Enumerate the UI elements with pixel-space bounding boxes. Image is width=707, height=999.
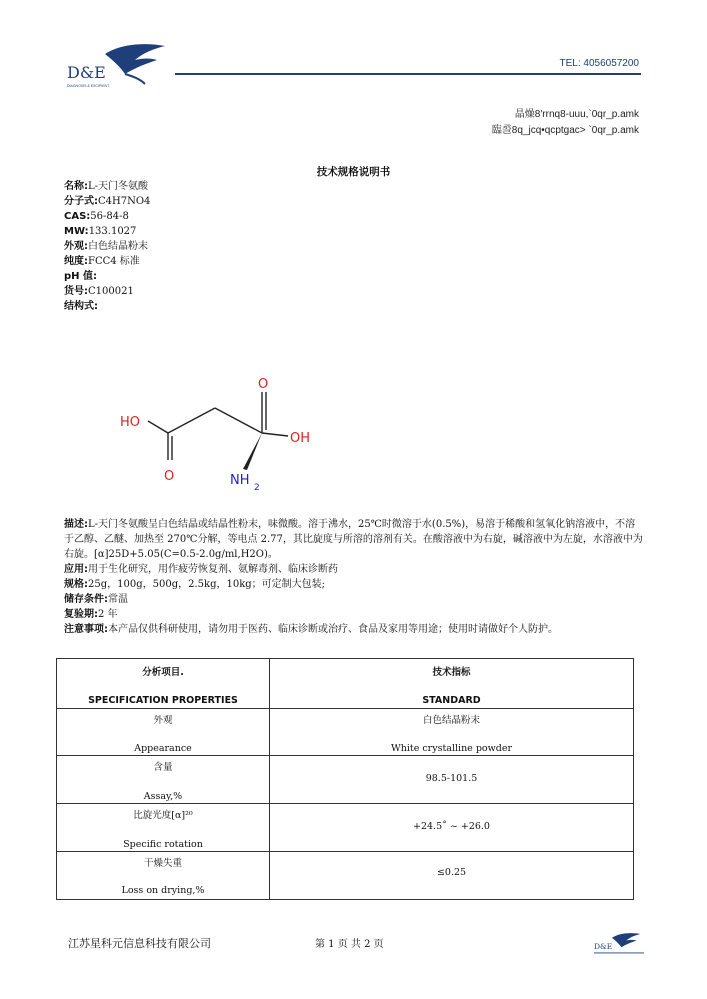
table-row: 比旋光度[α]²⁰ Specific rotation +24.5˚ ~ +26.0	[57, 804, 634, 852]
footer-company: 江苏星科元信息科技有限公司	[68, 937, 211, 950]
label-o-bottom: O	[164, 469, 175, 484]
svg-text:D&E: D&E	[67, 63, 106, 82]
retest-period: 复验期:2 年	[64, 609, 118, 620]
label-ho: HO	[120, 415, 141, 430]
header-contact-line-2: 臨巹8q_jcq•qcptgac> `0qr_p.amk	[491, 125, 639, 136]
table-row: 含量 Assay,% 98.5-101.5	[57, 756, 634, 804]
field-appearance: 外观:白色结晶粉末	[64, 241, 148, 252]
field-formula: 分子式:C4H7NO4	[64, 196, 151, 207]
label-nh-sub: 2	[254, 483, 260, 493]
field-ph: pH 值:	[64, 271, 98, 282]
field-cas: CAS:56-84-8	[64, 211, 129, 222]
notes: 注意事项:本产品仅供科研使用，请勿用于医药、临床诊断或治疗、食品及家用等用途；使用时请做好个人防护。	[64, 624, 558, 635]
field-catalog-number: 货号:C100021	[64, 286, 134, 297]
svg-text:D&E: D&E	[593, 942, 613, 952]
label-o-top: O	[258, 377, 269, 392]
field-mw: MW:133.1027	[64, 226, 137, 237]
structural-formula	[110, 368, 330, 503]
svg-text:DIAGNOSIS & EXCIPIENT: DIAGNOSIS & EXCIPIENT	[67, 84, 110, 88]
document-title: 技术规格说明书	[316, 166, 391, 178]
table-row: 外观 Appearance 白色结晶粉末 White crystalline powder	[57, 709, 634, 756]
label-nh: NH	[230, 473, 250, 488]
field-name: 名称:L-天门冬氨酸	[64, 181, 149, 192]
description-block	[64, 517, 644, 637]
field-structure: 结构式:	[64, 301, 98, 312]
header-telephone: TEL: 4056057200	[559, 58, 639, 69]
page-number: 第 1 页 共 2 页	[315, 939, 384, 950]
table-row: 干燥失重 Loss on drying,% ≤0.25	[57, 852, 634, 900]
company-logo	[65, 40, 175, 90]
specification-table	[56, 658, 634, 900]
header-contact-line-1: 晶燥8'rrnq8-uuu,`0qr_p.amk	[514, 109, 639, 120]
description: 描述:L-天门冬氨酸呈白色结晶或结晶性粉末，味微酸。溶于沸水，25℃时微溶于水(0.5%)，易溶于稀酸和氢氧化钠溶液中，不溶于乙醇、乙醚、加热至 270℃分解，等电点 2.77，其比旋度与所溶的溶剂有关。在酸溶液中为右旋，碱溶液中为左旋，水溶液中为右旋。[α]25D+5.05(C=0.5-2.0g/ml,H2O)。	[64, 519, 643, 560]
footer-logo	[593, 930, 645, 956]
specification: 规格:25g，100g，500g，2.5kg，10kg；可定制大包装;	[64, 579, 326, 590]
application: 应用:用于生化研究，用作疲劳恢复剂、氨解毒剂、临床诊断药	[64, 564, 338, 575]
label-oh: OH	[290, 431, 311, 446]
product-fields	[64, 179, 150, 314]
header-divider	[175, 73, 641, 75]
table-header-row: 分析项目. SPECIFICATION PROPERTIES 技术指标 STANDARD	[57, 659, 634, 709]
field-purity: 纯度:FCC4 标准	[64, 256, 140, 267]
storage: 储存条件:常温	[64, 594, 128, 605]
